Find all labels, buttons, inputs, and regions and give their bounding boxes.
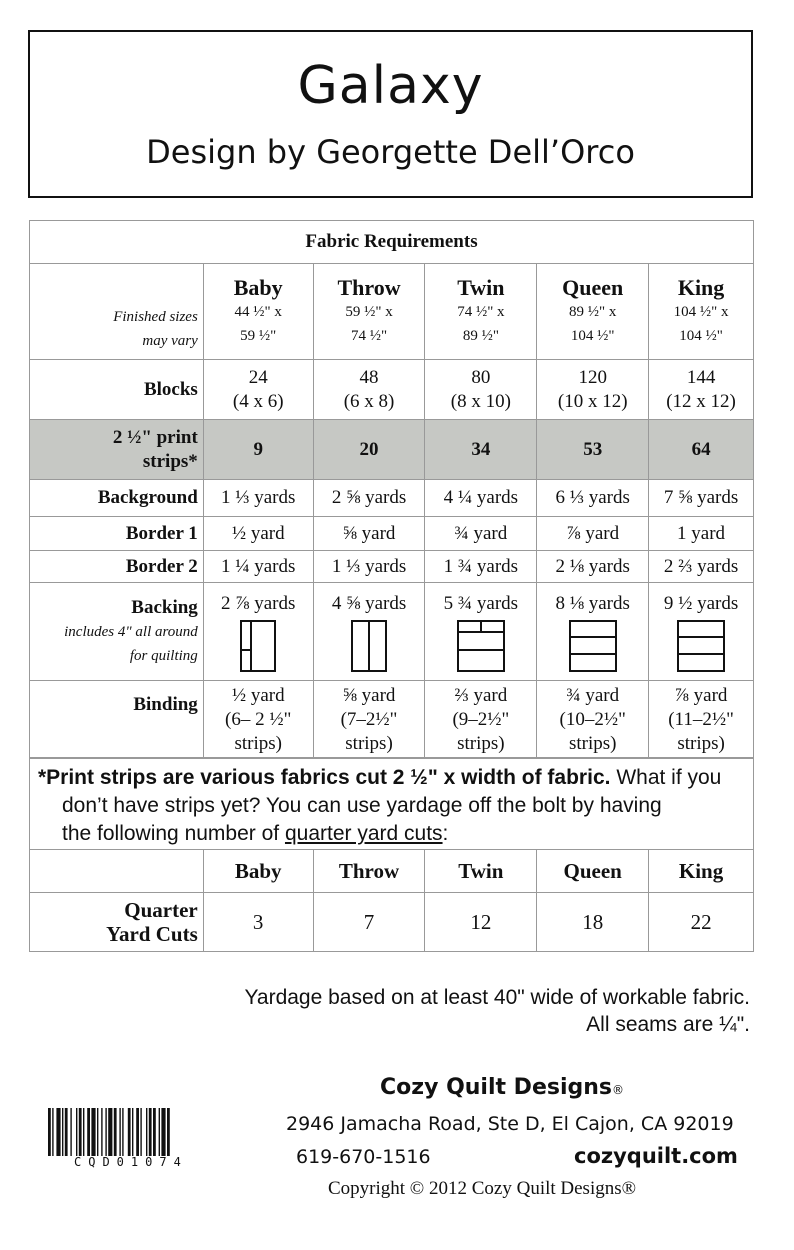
table-cell: 1 ⅓ yards <box>313 551 425 583</box>
border1-row <box>30 517 754 551</box>
barcode-bar <box>48 1108 51 1156</box>
table-cell: 9 ½ yards <box>649 583 754 681</box>
table-cell: 2 ⅝ yards <box>313 480 425 517</box>
note-text: don’t have strips yet? You can use yardage off the bolt by having <box>62 794 662 817</box>
designer-credit: Design by Georgette Dell’Orco <box>146 133 635 171</box>
print-strips-note: *Print strips are various fabrics cut 2 ½" x width of fabric. What if you don’t have strips yet? You can use yardage off the bolt by having the following number of quarter yard cuts: <box>29 757 754 849</box>
barcode-bar <box>101 1108 102 1156</box>
barcode-bar <box>76 1108 77 1156</box>
table-cell: 34 <box>425 420 537 480</box>
table-cell: 18 <box>537 893 649 952</box>
barcode-bar <box>140 1108 141 1156</box>
barcode-bar <box>70 1108 71 1156</box>
size-cell: Baby 44 ½" x 59 ½" <box>203 264 313 360</box>
table-cell: 4 ¼ yards <box>425 480 537 517</box>
barcode-bar <box>91 1108 95 1156</box>
table-cell: 1 ¼ yards <box>203 551 313 583</box>
table-cell: 7 <box>313 893 425 952</box>
barcode-bar <box>108 1108 112 1156</box>
table-cell: 64 <box>649 420 754 480</box>
backing-layout-diagram <box>351 620 387 672</box>
size-row <box>30 264 754 360</box>
binding-row <box>30 681 754 759</box>
table-cell: 1 yard <box>649 517 754 551</box>
border2-row <box>30 551 754 583</box>
table-cell: ⅞ yard (11–2½" strips) <box>649 681 754 759</box>
table-cell: 48 (6 x 8) <box>313 360 425 420</box>
table-cell: 6 ⅓ yards <box>537 480 649 517</box>
barcode-bar <box>159 1108 160 1156</box>
table-cell: 1 ⅓ yards <box>203 480 313 517</box>
blocks-row <box>30 360 754 420</box>
column-header: Throw <box>313 850 425 893</box>
backing-row <box>30 583 754 681</box>
table-cell: 2 ⅞ yards <box>203 583 313 681</box>
barcode-bar <box>132 1108 133 1156</box>
column-header: Queen <box>537 850 649 893</box>
note-text: What if you <box>616 766 722 789</box>
table-cell: 8 ⅛ yards <box>537 583 649 681</box>
row-label: Binding <box>30 681 204 759</box>
barcode-bar <box>87 1108 90 1156</box>
table-cell: 80 (8 x 10) <box>425 360 537 420</box>
note-bold: *Print strips are various fabrics cut 2 ½" x width of fabric. <box>38 766 611 789</box>
table-cell: 2 ⅛ yards <box>537 551 649 583</box>
table-cell: ½ yard <box>203 517 313 551</box>
barcode-bar <box>136 1108 139 1156</box>
table-cell: ¾ yard <box>425 517 537 551</box>
barcode-bar <box>167 1108 170 1156</box>
quarter-yard-table <box>29 849 754 952</box>
copyright-notice: Copyright © 2012 Cozy Quilt Designs® <box>328 1178 637 1199</box>
row-label: Backing includes 4" all around for quilting <box>30 583 204 681</box>
barcode-bar <box>52 1108 53 1156</box>
barcode-bar <box>79 1108 82 1156</box>
table-cell: ½ yard (6– 2 ½" strips) <box>203 681 313 759</box>
company-name: Cozy Quilt Designs® <box>380 1075 625 1100</box>
barcode-bar <box>65 1108 68 1156</box>
column-header: Twin <box>425 850 537 893</box>
barcode-bar <box>128 1108 131 1156</box>
table-cell: ⅞ yard <box>537 517 649 551</box>
table-cell: ¾ yard (10–2½" strips) <box>537 681 649 759</box>
barcode-bar <box>119 1108 120 1156</box>
barcode-bar <box>97 1108 98 1156</box>
row-label: Border 1 <box>30 517 204 551</box>
size-cell: Throw 59 ½" x 74 ½" <box>313 264 425 360</box>
barcode-bar <box>83 1108 84 1156</box>
quarter-yard-cuts-link: quarter yard cuts <box>284 822 443 845</box>
company-phone: 619-670-1516 <box>296 1146 431 1168</box>
print-strips-row <box>30 420 754 480</box>
table-cell: ⅝ yard (7–2½" strips) <box>313 681 425 759</box>
barcode-bar <box>161 1108 165 1156</box>
row-label: Border 2 <box>30 551 204 583</box>
size-note: may vary <box>142 333 198 349</box>
row-label: Blocks <box>30 360 204 420</box>
title-box <box>28 30 753 198</box>
table-cell: 4 ⅝ yards <box>313 583 425 681</box>
company-website[interactable]: cozyquilt.com <box>574 1144 738 1168</box>
table-cell: 2 ⅔ yards <box>649 551 754 583</box>
table-cell: 24 (4 x 6) <box>203 360 313 420</box>
table-cell: 20 <box>313 420 425 480</box>
table-cell: 5 ¾ yards <box>425 583 537 681</box>
fabric-requirements-title: Fabric Requirements <box>30 221 754 264</box>
backing-layout-diagram <box>240 620 276 672</box>
size-note: Finished sizes <box>113 309 198 325</box>
table-cell: 22 <box>649 893 754 952</box>
barcode <box>47 1108 222 1156</box>
row-label: 2 ½" print strips* <box>30 420 204 480</box>
backing-layout-diagram <box>569 620 617 672</box>
barcode-bar <box>56 1108 60 1156</box>
row-label: Background <box>30 480 204 517</box>
yardage-note: Yardage based on at least 40" wide of workable fabric. All seams are ¼". <box>244 986 750 1036</box>
row-label: Quarter Yard Cuts <box>30 893 204 952</box>
table-cell: 1 ¾ yards <box>425 551 537 583</box>
background-row <box>30 480 754 517</box>
pattern-title: Galaxy <box>297 56 484 116</box>
barcode-bar <box>153 1108 156 1156</box>
table-cell: 144 (12 x 12) <box>649 360 754 420</box>
barcode-bar <box>146 1108 147 1156</box>
column-header: Baby <box>203 850 313 893</box>
table-cell: 7 ⅝ yards <box>649 480 754 517</box>
table-cell: 12 <box>425 893 537 952</box>
barcode-bar <box>105 1108 106 1156</box>
table-cell: 120 (10 x 12) <box>537 360 649 420</box>
column-header: King <box>649 850 754 893</box>
backing-layout-diagram <box>677 620 725 672</box>
barcode-bar <box>62 1108 63 1156</box>
table-cell: 3 <box>203 893 313 952</box>
table-cell: 9 <box>203 420 313 480</box>
size-cell: King 104 ½" x 104 ½" <box>649 264 754 360</box>
backing-layout-diagram <box>457 620 505 672</box>
table-cell: ⅝ yard <box>313 517 425 551</box>
table-cell: ⅔ yard (9–2½" strips) <box>425 681 537 759</box>
barcode-bar <box>114 1108 117 1156</box>
barcode-bar <box>122 1108 123 1156</box>
size-cell: Twin 74 ½" x 89 ½" <box>425 264 537 360</box>
size-cell: Queen 89 ½" x 104 ½" <box>537 264 649 360</box>
table-cell: 53 <box>537 420 649 480</box>
fabric-requirements-table <box>29 220 754 759</box>
barcode-number: CQD01074 <box>74 1155 188 1169</box>
company-address: 2946 Jamacha Road, Ste D, El Cajon, CA 92019 <box>286 1113 734 1135</box>
barcode-bar <box>149 1108 152 1156</box>
